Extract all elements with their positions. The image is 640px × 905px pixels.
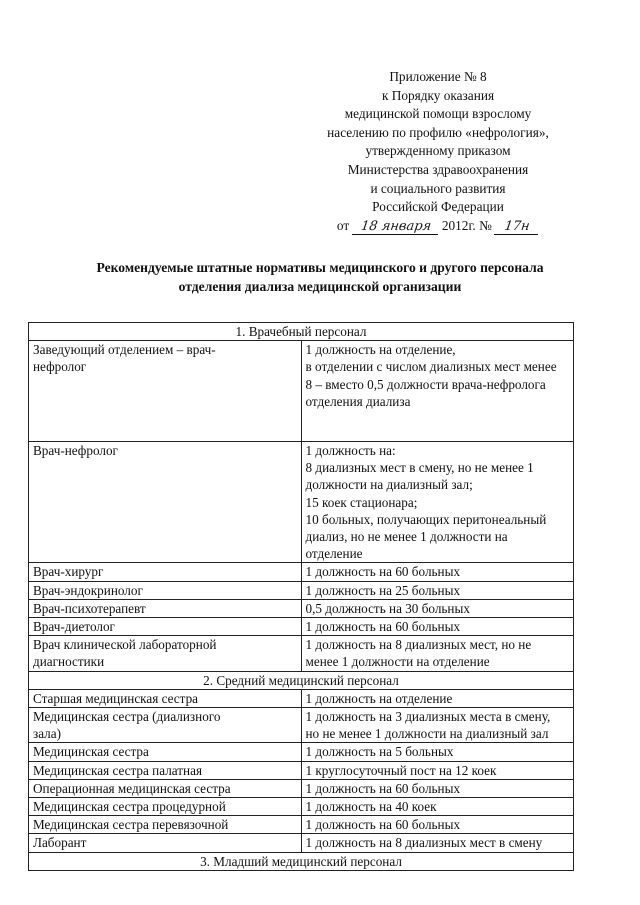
table-row — [29, 743, 574, 761]
norm-text: 10 больных, получающих перитонеальный — [305, 511, 547, 527]
norm-cell — [301, 341, 574, 442]
table-row — [29, 689, 574, 707]
norm-cell — [301, 563, 574, 581]
position-text: Врач-эндокринолог — [33, 582, 143, 598]
appendix-line: к Порядку оказания — [381, 87, 495, 103]
norm-text: должности на диализный зал; — [305, 477, 473, 493]
position-text: Медицинская сестра перевязочной — [33, 817, 229, 833]
norm-text: 1 круглосуточный пост на 12 коек — [305, 762, 497, 778]
section-header-row — [29, 671, 574, 689]
position-cell — [29, 442, 302, 563]
appendix-line: Приложение № 8 — [389, 69, 487, 84]
appendix-line: Российской Федерации — [372, 199, 504, 215]
position-text: зала) — [33, 726, 62, 742]
appendix-line: и социального развития — [370, 180, 506, 196]
norm-cell — [301, 816, 574, 834]
norm-cell — [301, 779, 574, 797]
position-cell — [29, 618, 302, 636]
position-cell — [29, 581, 302, 599]
position-cell — [29, 689, 302, 707]
table-row — [29, 816, 574, 834]
appendix-line: медицинской помощи взрослому — [344, 106, 532, 122]
norm-cell — [301, 636, 574, 671]
norm-text: 1 должность на 60 больных — [305, 780, 461, 796]
position-cell — [29, 599, 302, 617]
section-title: 1. Врачебный персонал — [29, 323, 574, 341]
norm-text: отделения диализа — [305, 393, 411, 409]
position-text: Медицинская сестра — [33, 744, 149, 760]
norm-text: 1 должность на 60 больных — [305, 817, 461, 833]
norm-text: 1 должность на 60 больных — [305, 564, 461, 580]
position-text: Заведующий отделением – врач- — [33, 342, 216, 358]
position-cell — [29, 341, 302, 442]
order-number-label: № — [479, 217, 492, 233]
norm-text: отделение — [305, 546, 363, 562]
order-prefix: от — [336, 217, 350, 233]
table-row — [29, 834, 574, 852]
norm-cell — [301, 689, 574, 707]
norm-cell — [301, 599, 574, 617]
table-row — [29, 341, 574, 442]
norm-text: 1 должность на: — [305, 443, 396, 459]
table-row — [29, 563, 574, 581]
appendix-line: населению по профилю «нефрология», — [327, 124, 549, 140]
table-row — [29, 708, 574, 743]
title-line-1: Рекомендуемые штатные нормативы медицинского и другого персонала — [96, 260, 544, 275]
order-date-handwritten: 18 января — [351, 219, 439, 235]
norm-cell — [301, 442, 574, 563]
norm-text: 8 диализных мест в смену, но не менее 1 — [305, 460, 534, 476]
table-row — [29, 798, 574, 816]
table-row — [29, 636, 574, 671]
norm-cell — [301, 834, 574, 852]
norm-text: 15 коек стационара; — [305, 494, 418, 510]
position-cell — [29, 816, 302, 834]
section-header-row — [29, 852, 574, 870]
position-text: Врач-нефролог — [33, 443, 118, 459]
norm-cell — [301, 708, 574, 743]
table-row — [29, 442, 574, 563]
position-cell — [29, 563, 302, 581]
appendix-line: утвержденному приказом — [365, 143, 511, 159]
appendix-line: Министерства здравоохранения — [347, 161, 529, 177]
norm-text: 1 должность на 8 диализных мест, но не — [305, 637, 532, 653]
table-row — [29, 599, 574, 617]
norm-text: но не менее 1 должности на диализный зал — [305, 726, 549, 742]
norm-text: 1 должность на 40 коек — [305, 799, 437, 815]
staffing-table-body — [29, 323, 574, 871]
norm-cell — [301, 581, 574, 599]
position-text: Медицинская сестра палатная — [33, 762, 203, 778]
position-text: Операционная медицинская сестра — [33, 780, 231, 796]
title-line-2: отделения диализа медицинской организации — [178, 279, 462, 294]
position-text: Медицинская сестра (диализного — [33, 709, 221, 725]
position-text: Старшая медицинская сестра — [33, 690, 199, 706]
section-header-row — [29, 323, 574, 341]
position-text: нефролог — [33, 359, 87, 375]
position-cell — [29, 743, 302, 761]
position-cell — [29, 708, 302, 743]
staffing-table — [28, 322, 574, 871]
norm-text: диализ, но не менее 1 должности на — [305, 529, 508, 545]
order-reference — [300, 217, 576, 236]
table-row — [29, 581, 574, 599]
position-cell — [29, 779, 302, 797]
position-text: диагностики — [33, 654, 105, 670]
norm-cell — [301, 798, 574, 816]
norm-cell — [301, 618, 574, 636]
norm-cell — [301, 761, 574, 779]
position-text: Врач клинической лабораторной — [33, 637, 217, 653]
position-text: Лаборант — [33, 835, 87, 851]
position-text: Врач-психотерапевт — [33, 600, 146, 616]
norm-text: в отделении с числом диализных мест менее — [305, 359, 557, 375]
norm-text: 1 должность на 8 диализных мест в смену — [305, 835, 543, 851]
position-cell — [29, 798, 302, 816]
section-title: 3. Младший медицинский персонал — [29, 852, 574, 870]
section-title: 2. Средний медицинский персонал — [29, 671, 574, 689]
position-text: Медицинская сестра процедурной — [33, 799, 226, 815]
norm-text: 0,5 должность на 30 больных — [305, 600, 470, 616]
norm-text: 1 должность на 5 больных — [305, 744, 454, 760]
norm-text: 1 должность на отделение, — [305, 342, 456, 358]
table-row — [29, 779, 574, 797]
norm-text: 1 должность на 3 диализных места в смену, — [305, 709, 551, 725]
table-row — [29, 761, 574, 779]
norm-text: 1 должность на 25 больных — [305, 582, 461, 598]
norm-text: менее 1 должности на отделение — [305, 654, 490, 670]
position-cell — [29, 834, 302, 852]
norm-text: 1 должность на 60 больных — [305, 619, 461, 635]
norm-text: 8 – вместо 0,5 должности врача-нефролога — [305, 376, 546, 392]
document-title — [20, 258, 620, 296]
order-number-handwritten: 17н — [494, 219, 540, 235]
position-cell — [29, 636, 302, 671]
norm-text: 1 должность на отделение — [305, 690, 453, 706]
position-text: Врач-диетолог — [33, 619, 115, 635]
position-text: Врач-хирург — [33, 564, 104, 580]
order-year: 2012г. — [441, 217, 476, 233]
appendix-header — [300, 68, 576, 235]
norm-cell — [301, 743, 574, 761]
position-cell — [29, 761, 302, 779]
table-row — [29, 618, 574, 636]
